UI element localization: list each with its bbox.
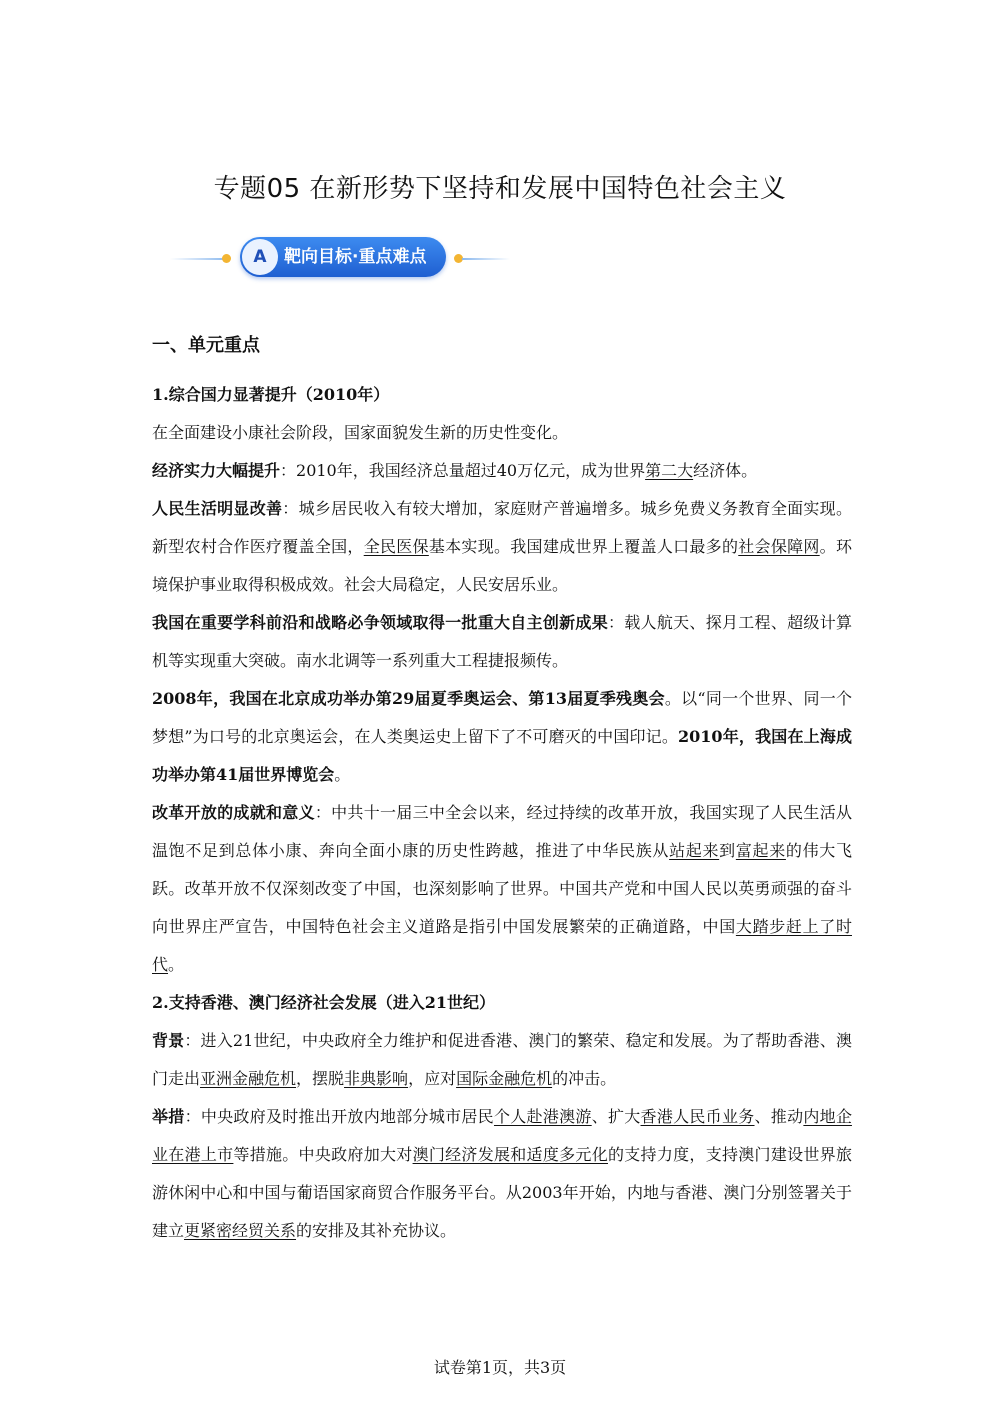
background-underline-3: 国际金融危机: [456, 1069, 553, 1088]
reform-paragraph: [152, 794, 852, 984]
section-badge: [170, 236, 510, 280]
olympics-bold-b: 2010年，我国在上海成功举办第41届世界博览会: [152, 727, 852, 784]
economy-underline: 第二大: [645, 461, 694, 480]
measures-text-c: 、推动: [754, 1107, 804, 1126]
background-paragraph: [152, 1022, 852, 1098]
reform-underline-1: 站起来: [669, 841, 720, 860]
measures-text-d: 等措施。中央政府加大对: [233, 1145, 413, 1164]
reform-underline-3: 大踏步赶上了时代: [152, 917, 852, 974]
background-underline-2: 非典影响: [344, 1069, 409, 1088]
reform-label: 改革开放的成就和意义: [152, 803, 315, 822]
topic2-heading: 2.支持香港、澳门经济社会发展（进入21世纪）: [152, 993, 495, 1012]
measures-underline-4: 澳门经济发展和适度多元化: [412, 1145, 608, 1164]
measures-underline-3: 内地企业在港上市: [152, 1107, 852, 1164]
economy-text-a: ：2010年，我国经济总量超过40万亿元，成为世界: [280, 461, 646, 480]
background-label: 背景: [152, 1031, 185, 1050]
measures-text-b: 、扩大: [591, 1107, 641, 1126]
measures-paragraph: [152, 1098, 852, 1250]
livelihood-underline-2: 社会保障网: [738, 537, 820, 556]
reform-text-d: 。: [168, 955, 185, 974]
measures-underline-1: 个人赴港澳游: [493, 1107, 592, 1126]
economy-paragraph: [152, 452, 852, 490]
page-title: 专题05 在新形势下坚持和发展中国特色社会主义: [213, 174, 787, 204]
livelihood-paragraph: [152, 490, 852, 604]
innovation-label: 我国在重要学科前沿和战略必争领域取得一批重大自主创新成果: [152, 613, 608, 632]
measures-text-e: 的支持力度，支持澳门建设世界旅游休闲中心和中国与葡语国家商贸合作服务平台。从2003年开始，内地与香港、澳门分别签署关于建立: [152, 1145, 852, 1240]
badge-left-dot: [222, 254, 231, 263]
topic1-intro: 在全面建设小康社会阶段，国家面貌发生新的历史性变化。: [152, 423, 569, 442]
badge-pill: [240, 237, 446, 277]
livelihood-text-c: 。环境保护事业取得积极成效。社会大局稳定，人民安居乐业。: [152, 537, 852, 594]
document-body: [152, 326, 852, 1250]
background-underline-1: 亚洲金融危机: [200, 1069, 297, 1088]
measures-underline-5: 更紧密经贸关系: [184, 1221, 297, 1240]
livelihood-label: 人民生活明显改善: [152, 499, 283, 518]
economy-label: 经济实力大幅提升: [152, 461, 281, 480]
measures-text-a: ：中央政府及时推出开放内地部分城市居民: [184, 1107, 494, 1126]
reform-text-c: 的伟大飞跃。改革开放不仅深刻改变了中国，也深刻影响了世界。中国共产党和中国人民以英勇顽强的奋斗向世界庄严宣告，中国特色社会主义道路是指引中国发展繁荣的正确道路，中国: [152, 841, 852, 936]
badge-right-line: [462, 258, 510, 260]
reform-text-a: ：中共十一届三中全会以来，经过持续的改革开放，我国实现了人民生活从温饱不足到总体小康、奔向全面小康的历史性跨越，推进了中华民族从: [152, 803, 852, 860]
background-text-b: ，摆脱: [296, 1069, 345, 1088]
badge-letter: A: [242, 239, 278, 275]
innovation-paragraph: [152, 604, 852, 680]
page-footer: 试卷第1页，共3页: [433, 1358, 567, 1377]
livelihood-text-b: 基本实现。我国建成世界上覆盖人口最多的: [428, 537, 739, 556]
background-text-a: ：进入21世纪，中央政府全力维护和促进香港、澳门的繁荣、稳定和发展。为了帮助香港、澳门走出: [152, 1031, 852, 1088]
livelihood-underline-1: 全民医保: [363, 537, 429, 556]
badge-text: 靶向目标·重点难点: [284, 247, 427, 267]
reform-underline-2: 富起来: [735, 841, 786, 860]
olympics-bold-a: 2008年，我国在北京成功举办第29届夏季奥运会、第13届夏季残奥会: [152, 689, 665, 708]
background-text-c: ，应对: [408, 1069, 457, 1088]
olympics-paragraph: [152, 680, 852, 794]
measures-underline-2: 香港人民币业务: [640, 1107, 755, 1126]
olympics-text-a: 。以“同一个世界、同一个梦想”为口号的北京奥运会，在人类奥运史上留下了不可磨灭的中国印记。: [152, 689, 852, 746]
measures-text-f: 的安排及其补充协议。: [296, 1221, 457, 1240]
innovation-text: ：载人航天、探月工程、超级计算机等实现重大突破。南水北调等一系列重大工程捷报频传。: [152, 613, 852, 670]
economy-text-b: 经济体。: [693, 461, 758, 480]
background-text-d: 的冲击。: [552, 1069, 617, 1088]
reform-text-b: 到: [719, 841, 736, 860]
livelihood-text-a: ：城乡居民收入有较大增加，家庭财产普遍增多。城乡免费义务教育全面实现。新型农村合作医疗覆盖全国，: [152, 499, 852, 556]
section-heading: 一、单元重点: [152, 335, 260, 356]
topic1-heading: 1.综合国力显著提升（2010年）: [152, 385, 390, 404]
badge-left-line: [170, 258, 228, 260]
measures-label: 举措: [152, 1107, 185, 1126]
olympics-text-b: 。: [334, 765, 351, 784]
